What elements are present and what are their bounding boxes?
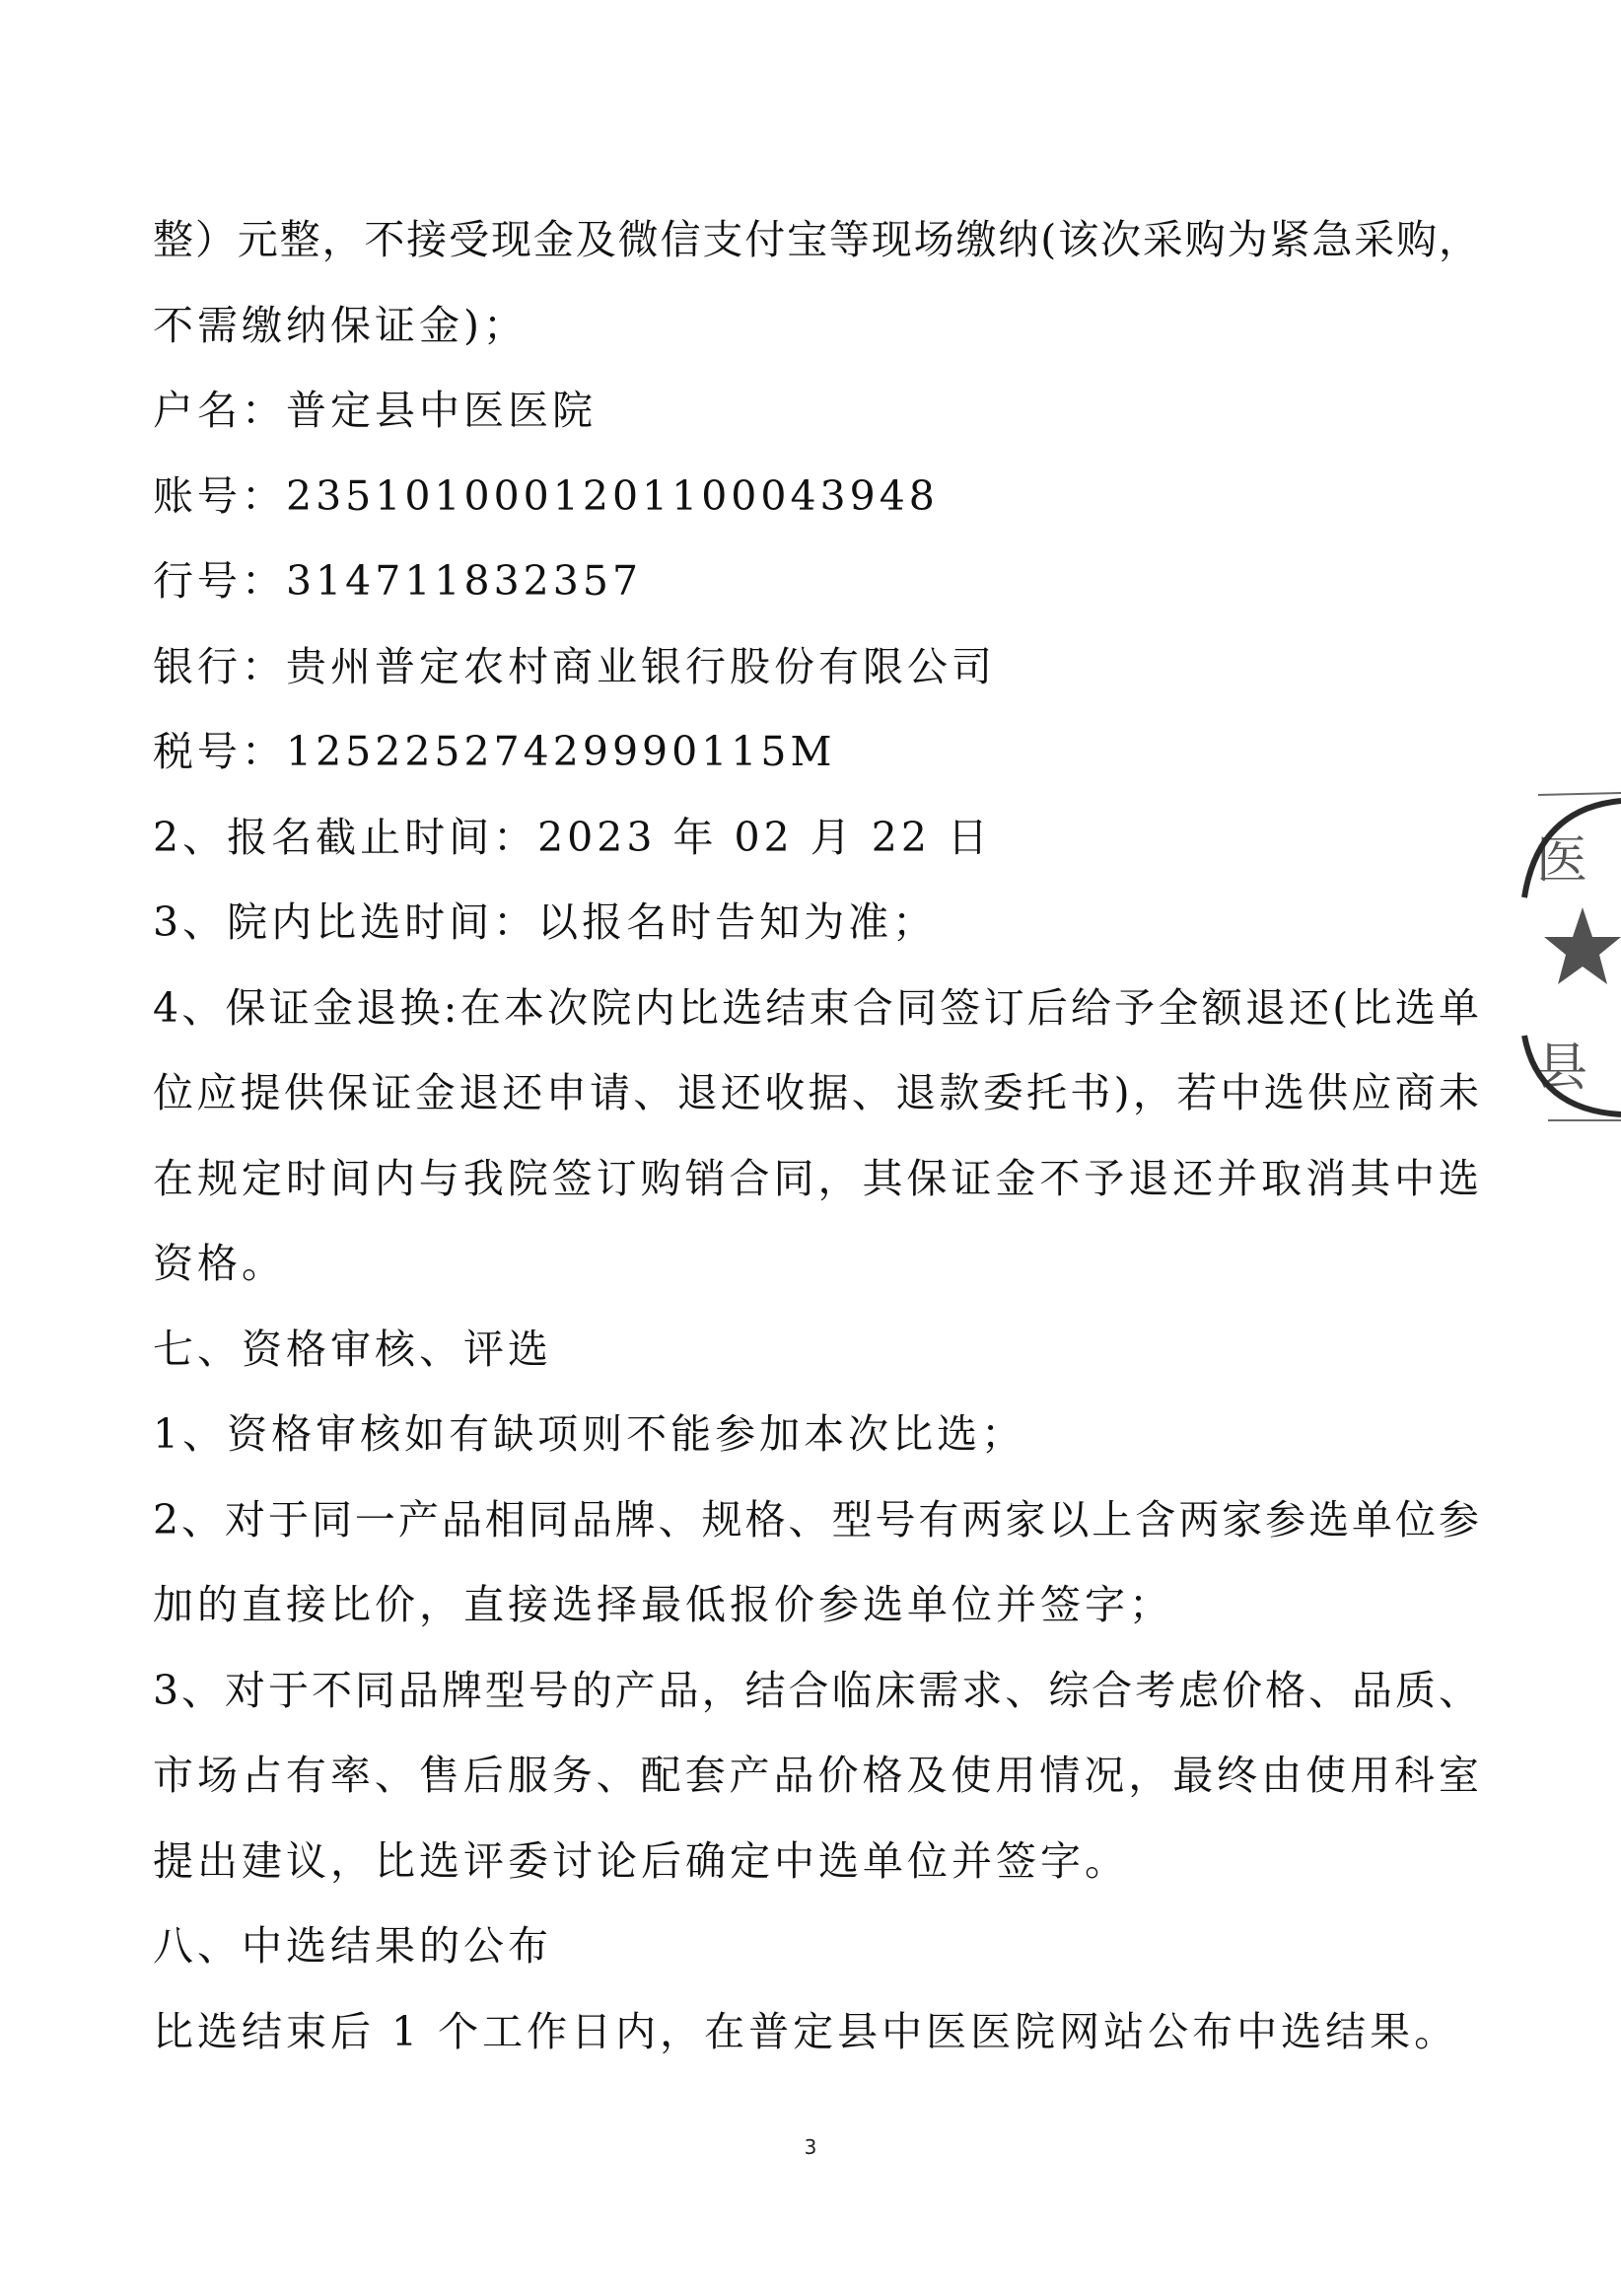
review-item-3-line-3: 提出建议，比选评委讨论后确定中选单位并签字。 [153, 1836, 1129, 1885]
deposit-refund-line-3: 在规定时间内与我院签订购销合同，其保证金不予退还并取消其中选 [153, 1154, 1479, 1202]
bank-name-line: 银行：贵州普定农村商业银行股份有限公司 [153, 642, 996, 690]
selection-time-line: 3、院内比选时间：以报名时告知为准； [153, 898, 938, 946]
review-item-1: 1、资格审核如有缺项则不能参加本次比选； [153, 1410, 1026, 1458]
text-line-2: 不需缴纳保证金)； [153, 301, 528, 349]
document-body [153, 197, 1479, 2074]
account-name-line: 户名：普定县中医医院 [153, 387, 597, 434]
section-heading-7: 七、资格审核、评选 [153, 1325, 552, 1373]
official-seal-partial [1509, 789, 1621, 1124]
page-number: 3 [804, 2135, 817, 2159]
section-heading-8: 八、中选结果的公布 [153, 1922, 552, 1970]
account-number-line: 账号：2351010001201100043948 [153, 471, 939, 520]
deposit-refund-line-4: 资格。 [153, 1240, 286, 1287]
deadline-line: 2、报名截止时间：2023 年 02 月 22 日 [153, 813, 992, 861]
review-item-2-line-1: 2、对于同一产品相同品牌、规格、型号有两家以上含两家参选单位参 [153, 1495, 1479, 1543]
text-line-1: 整）元整，不接受现金及微信支付宝等现场缴纳(该次采购为紧急采购， [153, 216, 1479, 263]
seal-icon [1509, 789, 1621, 1124]
result-announcement-line: 比选结束后 1 个工作日内，在普定县中医医院网站公布中选结果。 [153, 2007, 1459, 2055]
review-item-3-line-1: 3、对于不同品牌型号的产品，结合临床需求、综合考虑价格、品质、 [153, 1666, 1479, 1714]
bank-code-line: 行号：314711832357 [153, 557, 643, 605]
review-item-3-line-2: 市场占有率、售后服务、配套产品价格及使用情况，最终由使用科室 [153, 1752, 1479, 1799]
svg-text:医: 医 [1536, 831, 1588, 891]
deposit-refund-line-1: 4、保证金退换:在本次院内比选结束合同签订后给予全额退还(比选单 [153, 983, 1479, 1032]
svg-text:县: 县 [1536, 1039, 1588, 1098]
tax-number-line: 税号：12522527429990115M [153, 728, 836, 775]
review-item-2-line-2: 加的直接比价，直接选择最低报价参选单位并签字； [153, 1581, 1173, 1628]
deposit-refund-line-2: 位应提供保证金退还申请、退还收据、退款委托书)，若中选供应商未 [153, 1069, 1479, 1116]
